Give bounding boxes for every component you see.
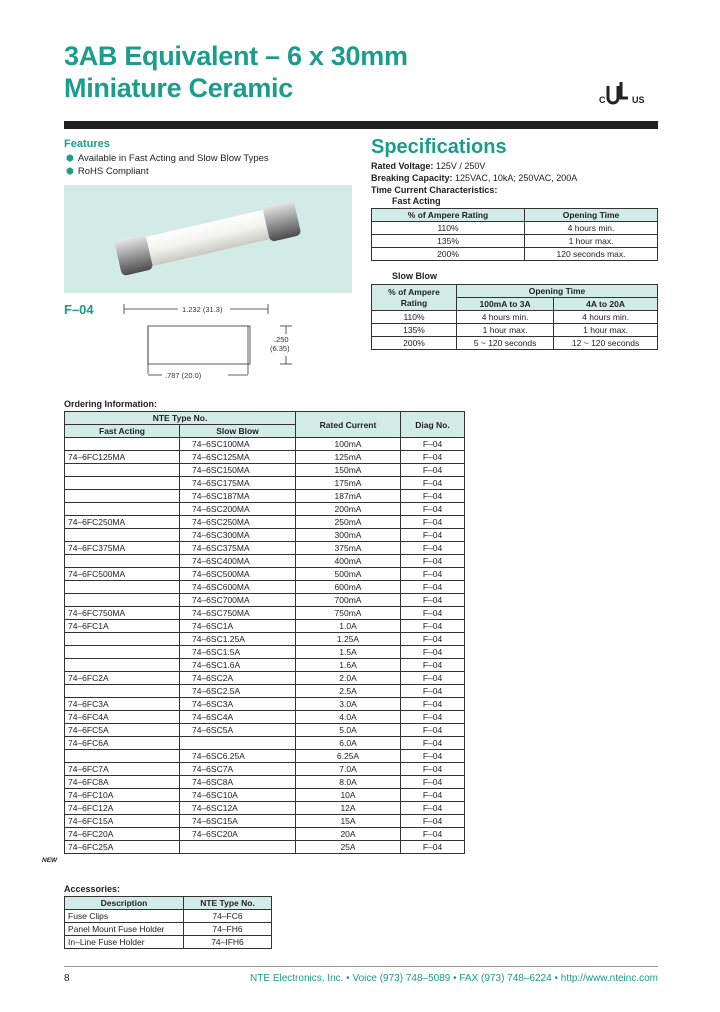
table-cell: 175mA	[296, 477, 401, 490]
col-header: Rated Current	[296, 412, 401, 438]
table-cell: 15A	[296, 815, 401, 828]
table-cell: F–04	[401, 646, 465, 659]
table-cell: 74–6FC500MA	[65, 568, 180, 581]
rated-voltage: Rated Voltage: 125V / 250V	[371, 161, 486, 171]
table-row	[65, 646, 465, 659]
table-cell: Fuse Clips	[65, 910, 184, 923]
table-cell: 400mA	[296, 555, 401, 568]
table-cell: 1.0A	[296, 620, 401, 633]
table-cell	[65, 464, 180, 477]
table-cell: 250mA	[296, 516, 401, 529]
table-cell: F–04	[401, 555, 465, 568]
table-cell: 135%	[372, 324, 457, 337]
col-subheader: Fast Acting	[65, 425, 180, 438]
table-row	[65, 529, 465, 542]
footer	[64, 973, 658, 984]
table-cell: 74–6FC750MA	[65, 607, 180, 620]
table-cell: 10A	[296, 789, 401, 802]
table-cell: 74–FH6	[184, 923, 272, 936]
table-cell: 74–6FC10A	[65, 789, 180, 802]
col-subheader: 4A to 20A	[554, 298, 658, 311]
table-cell: Panel Mount Fuse Holder	[65, 923, 184, 936]
table-cell: F–04	[401, 620, 465, 633]
table-cell: 74–6SC4A	[180, 711, 296, 724]
table-cell: 1.6A	[296, 659, 401, 672]
table-cell: F–04	[401, 828, 465, 841]
table-cell: 2.5A	[296, 685, 401, 698]
dimension-drawing	[118, 298, 308, 388]
table-cell: 110%	[372, 311, 457, 324]
tcc-label: Time Current Characteristics:	[371, 185, 498, 195]
table-cell: 500mA	[296, 568, 401, 581]
table-cell: F–04	[401, 698, 465, 711]
breaking-capacity: Breaking Capacity: 125VAC, 10kA; 250VAC, 200A	[371, 173, 578, 183]
table-row	[65, 841, 465, 854]
table-cell: F–04	[401, 776, 465, 789]
table-cell	[65, 685, 180, 698]
specifications-heading: Specifications	[371, 136, 507, 158]
table-cell: F–04	[401, 685, 465, 698]
table-cell: 74–6SC2A	[180, 672, 296, 685]
table-row	[65, 828, 465, 841]
feature-item: ⬢ Available in Fast Acting and Slow Blow Types	[66, 153, 269, 164]
dim-length: 1.232 (31.3)	[182, 305, 223, 314]
table-cell: 74–6SC1.5A	[180, 646, 296, 659]
col-header: % of Ampere Rating	[372, 285, 457, 311]
fuse-photo	[64, 185, 352, 293]
table-row	[372, 324, 658, 337]
col-header: Opening Time	[525, 209, 658, 222]
table-cell: 74–6SC175MA	[180, 477, 296, 490]
table-cell: 3.0A	[296, 698, 401, 711]
table-row	[372, 235, 658, 248]
table-cell	[65, 529, 180, 542]
ordering-heading: Ordering Information:	[64, 399, 157, 409]
table-cell: 6.0A	[296, 737, 401, 750]
table-cell	[65, 503, 180, 516]
table-row	[65, 477, 465, 490]
table-cell: 74–6FC250MA	[65, 516, 180, 529]
title-line-2: Miniature Ceramic	[64, 73, 293, 103]
table-cell: 74–6SC15A	[180, 815, 296, 828]
table-row	[65, 789, 465, 802]
table-row	[372, 311, 658, 324]
table-cell: 74–6SC1.25A	[180, 633, 296, 646]
table-row	[65, 451, 465, 464]
table-cell: F–04	[401, 529, 465, 542]
table-cell: 1 hour max.	[554, 324, 658, 337]
slow-blow-heading: Slow Blow	[392, 271, 437, 281]
table-cell: F–04	[401, 464, 465, 477]
slow-blow-table	[371, 284, 658, 350]
table-cell: 200%	[372, 248, 525, 261]
col-header: Opening Time	[457, 285, 658, 298]
table-cell: F–04	[401, 607, 465, 620]
table-cell: 74–6SC2.5A	[180, 685, 296, 698]
new-tag: NEW	[42, 857, 58, 864]
table-row	[65, 503, 465, 516]
table-cell: 4 hours min.	[457, 311, 554, 324]
table-cell: 74–6SC150MA	[180, 464, 296, 477]
table-cell	[65, 438, 180, 451]
table-cell: 150mA	[296, 464, 401, 477]
table-cell: 74–6FC375MA	[65, 542, 180, 555]
table-cell: F–04	[401, 568, 465, 581]
table-cell: F–04	[401, 763, 465, 776]
table-cell: F–04	[401, 451, 465, 464]
table-cell: F–04	[401, 542, 465, 555]
page-title	[64, 40, 408, 104]
table-cell: F–04	[401, 633, 465, 646]
table-cell: 5 ~ 120 seconds	[457, 337, 554, 350]
table-cell: 600mA	[296, 581, 401, 594]
table-cell: 74–6FC15A	[65, 815, 180, 828]
table-cell: 74–6FC12A	[65, 802, 180, 815]
table-cell: 74–6SC12A	[180, 802, 296, 815]
table-cell: 375mA	[296, 542, 401, 555]
table-row	[65, 555, 465, 568]
table-row	[65, 724, 465, 737]
table-cell: 74–6SC250MA	[180, 516, 296, 529]
table-row	[65, 936, 272, 949]
table-cell: 74–6FC4A	[65, 711, 180, 724]
col-header: Diag No.	[401, 412, 465, 438]
table-cell: 74–6SC375MA	[180, 542, 296, 555]
table-cell: 12 ~ 120 seconds	[554, 337, 658, 350]
table-cell: 74–6SC600MA	[180, 581, 296, 594]
table-cell: 74–6SC1.6A	[180, 659, 296, 672]
table-cell: 74–6FC5A	[65, 724, 180, 737]
table-cell: 74–6FC1A	[65, 620, 180, 633]
table-cell	[65, 750, 180, 763]
table-cell: 110%	[372, 222, 525, 235]
table-cell: 74–6SC750MA	[180, 607, 296, 620]
table-cell: 74–6SC7A	[180, 763, 296, 776]
table-cell: 4 hours min.	[525, 222, 658, 235]
ul-certification-logo	[590, 80, 660, 108]
table-cell: 4 hours min.	[554, 311, 658, 324]
table-cell: F–04	[401, 516, 465, 529]
fuse-illustration	[64, 185, 352, 293]
table-cell: 74–6SC300MA	[180, 529, 296, 542]
table-cell: 200mA	[296, 503, 401, 516]
table-cell: 1 hour max.	[457, 324, 554, 337]
table-cell: 300mA	[296, 529, 401, 542]
footer-contact: NTE Electronics, Inc. • Voice (973) 748–5089 • FAX (973) 748–6224 • http://www.nteinc.com	[250, 973, 658, 984]
table-cell: 74–6SC400MA	[180, 555, 296, 568]
footer-rule	[64, 966, 658, 967]
dim-diameter-mm: (6.35)	[270, 344, 290, 353]
table-cell: F–04	[401, 477, 465, 490]
table-cell: 74–6FC2A	[65, 672, 180, 685]
table-cell: 74–6FC25A	[65, 841, 180, 854]
table-cell: 120 seconds max.	[525, 248, 658, 261]
table-cell: F–04	[401, 594, 465, 607]
table-cell: 200%	[372, 337, 457, 350]
table-cell: F–04	[401, 750, 465, 763]
table-row	[65, 815, 465, 828]
table-cell: 25A	[296, 841, 401, 854]
table-row	[65, 620, 465, 633]
fast-acting-heading: Fast Acting	[392, 196, 441, 206]
table-cell: F–04	[401, 581, 465, 594]
table-row	[65, 659, 465, 672]
ul-us-mark: US	[632, 95, 645, 105]
table-row	[65, 542, 465, 555]
table-row	[65, 490, 465, 503]
table-cell: 20A	[296, 828, 401, 841]
table-cell: 74–6SC700MA	[180, 594, 296, 607]
table-row	[65, 685, 465, 698]
table-cell	[180, 737, 296, 750]
table-cell: 135%	[372, 235, 525, 248]
table-cell	[65, 477, 180, 490]
accessories-heading: Accessories:	[64, 884, 121, 894]
table-row	[65, 607, 465, 620]
accessories-table	[64, 896, 272, 949]
table-row	[65, 516, 465, 529]
table-cell: 125mA	[296, 451, 401, 464]
feature-item: ⬢ RoHS Compliant	[66, 166, 149, 177]
ul-c-mark: C	[599, 95, 606, 105]
table-cell: 74–6SC500MA	[180, 568, 296, 581]
table-cell: 12A	[296, 802, 401, 815]
table-cell	[65, 646, 180, 659]
table-cell: 750mA	[296, 607, 401, 620]
table-cell: F–04	[401, 737, 465, 750]
table-cell: 700mA	[296, 594, 401, 607]
table-row	[65, 633, 465, 646]
table-cell: F–04	[401, 789, 465, 802]
table-cell: 74–6SC200MA	[180, 503, 296, 516]
table-cell	[65, 581, 180, 594]
table-row	[65, 672, 465, 685]
table-row	[65, 923, 272, 936]
table-cell: 74–6FC3A	[65, 698, 180, 711]
table-cell: 1.25A	[296, 633, 401, 646]
col-header: % of Ampere Rating	[372, 209, 525, 222]
table-cell	[65, 555, 180, 568]
table-cell: 74–6SC6.25A	[180, 750, 296, 763]
table-row	[65, 581, 465, 594]
page-number: 8	[64, 973, 70, 984]
table-cell: 74–6SC125MA	[180, 451, 296, 464]
table-cell: 74–6FC20A	[65, 828, 180, 841]
title-line-1: 3AB Equivalent – 6 x 30mm	[64, 41, 408, 71]
table-cell: 5.0A	[296, 724, 401, 737]
ordering-table	[64, 411, 465, 854]
table-row	[65, 594, 465, 607]
table-cell: 74–6FC8A	[65, 776, 180, 789]
table-cell: 7.0A	[296, 763, 401, 776]
bullet-icon: ⬢	[66, 153, 74, 163]
table-cell: 6.25A	[296, 750, 401, 763]
table-row	[65, 750, 465, 763]
dim-cap: .787 (20.0)	[165, 371, 202, 380]
table-cell: 74–6SC100MA	[180, 438, 296, 451]
table-row	[65, 711, 465, 724]
header-rule	[64, 121, 658, 129]
table-row	[65, 802, 465, 815]
table-row	[65, 737, 465, 750]
table-row	[372, 248, 658, 261]
table-cell: 74–6FC7A	[65, 763, 180, 776]
table-cell: 74–FC6	[184, 910, 272, 923]
table-row	[65, 464, 465, 477]
table-cell	[65, 633, 180, 646]
table-cell: F–04	[401, 672, 465, 685]
col-header: Description	[65, 897, 184, 910]
table-cell: 74–6FC6A	[65, 737, 180, 750]
table-row	[65, 568, 465, 581]
col-header: NTE Type No.	[65, 412, 296, 425]
figure-label: F–04	[64, 302, 94, 317]
table-cell: 74–IFH6	[184, 936, 272, 949]
table-cell: 74–6SC3A	[180, 698, 296, 711]
table-cell: 4.0A	[296, 711, 401, 724]
table-cell: F–04	[401, 802, 465, 815]
table-cell: 74–6SC10A	[180, 789, 296, 802]
table-cell: F–04	[401, 438, 465, 451]
table-cell: F–04	[401, 815, 465, 828]
table-cell: F–04	[401, 490, 465, 503]
table-cell	[180, 841, 296, 854]
table-cell: 2.0A	[296, 672, 401, 685]
table-cell: 74–6SC187MA	[180, 490, 296, 503]
dim-diameter: .250	[274, 335, 289, 344]
table-cell: 100mA	[296, 438, 401, 451]
table-row	[65, 776, 465, 789]
table-cell: 74–6SC20A	[180, 828, 296, 841]
table-cell: 187mA	[296, 490, 401, 503]
table-cell: F–04	[401, 724, 465, 737]
col-header: NTE Type No.	[184, 897, 272, 910]
table-cell: F–04	[401, 503, 465, 516]
table-row	[65, 438, 465, 451]
table-row	[65, 698, 465, 711]
table-cell: 74–6SC8A	[180, 776, 296, 789]
features-heading: Features	[64, 138, 110, 150]
table-cell	[65, 594, 180, 607]
table-cell: 74–6SC5A	[180, 724, 296, 737]
fast-acting-table	[371, 208, 658, 261]
table-cell: F–04	[401, 841, 465, 854]
table-cell	[65, 659, 180, 672]
table-cell: 1.5A	[296, 646, 401, 659]
col-subheader: Slow Blow	[180, 425, 296, 438]
table-row	[65, 763, 465, 776]
table-cell: In–Line Fuse Holder	[65, 936, 184, 949]
col-subheader: 100mA to 3A	[457, 298, 554, 311]
table-cell: 8.0A	[296, 776, 401, 789]
table-cell: 1 hour max.	[525, 235, 658, 248]
table-row	[372, 222, 658, 235]
table-cell: F–04	[401, 659, 465, 672]
table-row	[65, 910, 272, 923]
table-row	[372, 337, 658, 350]
table-cell: F–04	[401, 711, 465, 724]
table-cell: 74–6SC1A	[180, 620, 296, 633]
bullet-icon: ⬢	[66, 166, 74, 176]
table-cell: 74–6FC125MA	[65, 451, 180, 464]
table-cell	[65, 490, 180, 503]
